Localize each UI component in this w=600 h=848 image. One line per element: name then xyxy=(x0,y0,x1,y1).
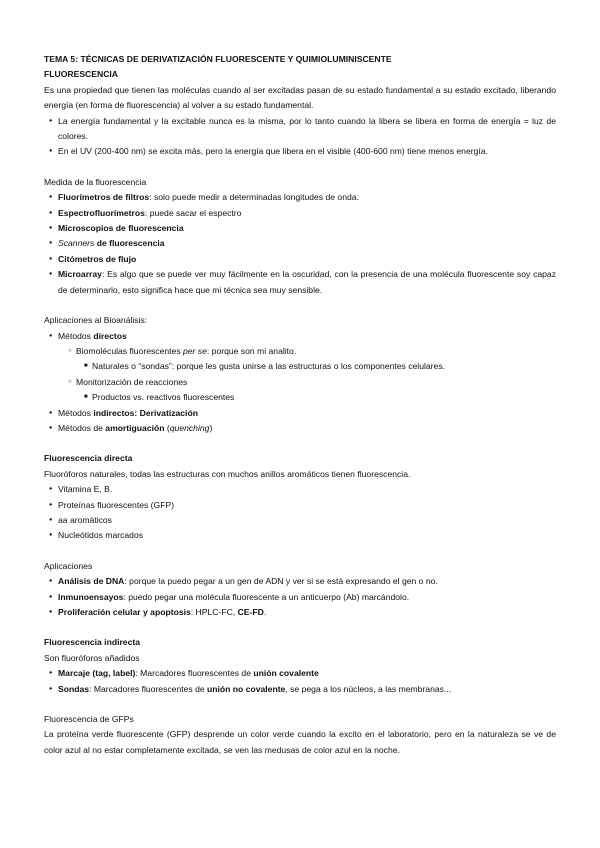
list-item: ● Marcaje (tag, label): Marcadores fluorescentes de unión covalente xyxy=(44,666,556,681)
list-item: ○ Monitorización de reacciones xyxy=(44,375,556,390)
list-item: ● Scanners de fluorescencia xyxy=(44,236,556,251)
measure-list xyxy=(44,190,556,298)
document-page xyxy=(44,52,556,758)
section-heading-aplicaciones-bioanalisis: Aplicaciones al Bioanálisis: xyxy=(44,315,148,326)
section-heading-medida: Medida de la fluorescencia xyxy=(44,176,147,187)
section-heading-aplicaciones: Aplicaciones xyxy=(44,560,93,571)
list-item: ● Sondas: Marcadores fluorescentes de unión no covalente, se pega a los núcleos, a las membranas... xyxy=(44,682,556,697)
direct-intro: Fluoróforos naturales, todas las estructuras con muchos anillos aromáticos tienen fluorescencia. xyxy=(44,468,411,479)
section-heading-fluorescencia: FLUORESCENCIA xyxy=(44,69,119,80)
list-item: ■ Naturales o “sondas”: porque les gusta unirse a las estructuras o los componentes celulares. xyxy=(44,359,556,374)
list-item: ● Vitamina E, B. xyxy=(44,482,556,497)
section-heading-gfp: Fluorescencia de GFPs xyxy=(44,714,134,725)
list-item: ● En el UV (200-400 nm) se excita más, pero la energía que libera en el visible (400-600 nm) tiene menos energía. xyxy=(44,144,556,159)
list-item: ● Espectrofluorímetros: puede sacar el espectro xyxy=(44,206,556,221)
intro-paragraph: Es una propiedad que tienen las moléculas cuando al ser excitadas pasan de su estado fundamental a su estado excitado, liberando energía (en forma de fluorescencia) al volver a su estado fundamental. xyxy=(44,84,556,111)
bioanalysis-list xyxy=(44,329,556,437)
list-item: ● Análisis de DNA: porque la puedo pegar a un gen de ADN y ver si se está expresando el gen o no. xyxy=(44,574,556,589)
list-item: ● aa aromáticos xyxy=(44,513,556,528)
applications-list xyxy=(44,574,556,620)
list-item: ● Citómetros de flujo xyxy=(44,252,556,267)
list-item: ● Métodos directos xyxy=(44,329,556,344)
list-item: ■ Productos vs. reactivos fluorescentes xyxy=(44,390,556,405)
list-item: ● La energía fundamental y la excitable nunca es la misma, por lo tanto cuando la libera se libera en forma de energía = luz de colores. xyxy=(44,114,556,145)
list-item: ● Microarray: Es algo que se puede ver muy fácilmente en la oscuridad, con la presencia de una molécula fluorescente soy capaz de determinarlo, esto significa hace que mi técnica sea muy sensible. xyxy=(44,267,556,298)
list-item: ● Nucleótidos marcados xyxy=(44,528,556,543)
document-title: TEMA 5: TÉCNICAS DE DERIVATIZACIÓN FLUORESCENTE Y QUIMIOLUMINISCENTE xyxy=(44,54,392,64)
gfp-paragraph: La proteína verde fluorescente (GFP) desprende un color verde cuando la excito en el laboratorio, pero en la naturaleza se ve de color azul al no estar completamente excitada, se ven las medusas de color azul en la noche. xyxy=(44,729,556,755)
list-item: ● Proteínas fluorescentes (GFP) xyxy=(44,498,556,513)
list-item: ● Microscopios de fluorescencia xyxy=(44,221,556,236)
list-item: ● Proliferación celular y apoptosis: HPLC-FC, CE-FD. xyxy=(44,605,556,620)
list-item: ● Métodos de amortiguación (quenching) xyxy=(44,421,556,436)
intro-bullet-list xyxy=(44,114,556,160)
list-item: ● Inmunoensayos: puedo pegar una molécula fluorescente a un anticuerpo (Ab) marcándolo. xyxy=(44,590,556,605)
list-item: ● Fluorímetros de filtros: solo puede medir a determinadas longitudes de onda. xyxy=(44,190,556,205)
section-heading-fluorescencia-indirecta: Fluorescencia indirecta xyxy=(44,637,140,648)
section-heading-fluorescencia-directa: Fluorescencia directa xyxy=(44,453,133,464)
indirect-list xyxy=(44,666,556,697)
indirect-intro: Son fluoróforos añadidos xyxy=(44,652,140,663)
list-item: ● Métodos indirectos: Derivatización xyxy=(44,406,556,421)
list-item: ○ Biomoléculas fluorescentes per se: porque son mi analito. xyxy=(44,344,556,359)
direct-list xyxy=(44,482,556,544)
